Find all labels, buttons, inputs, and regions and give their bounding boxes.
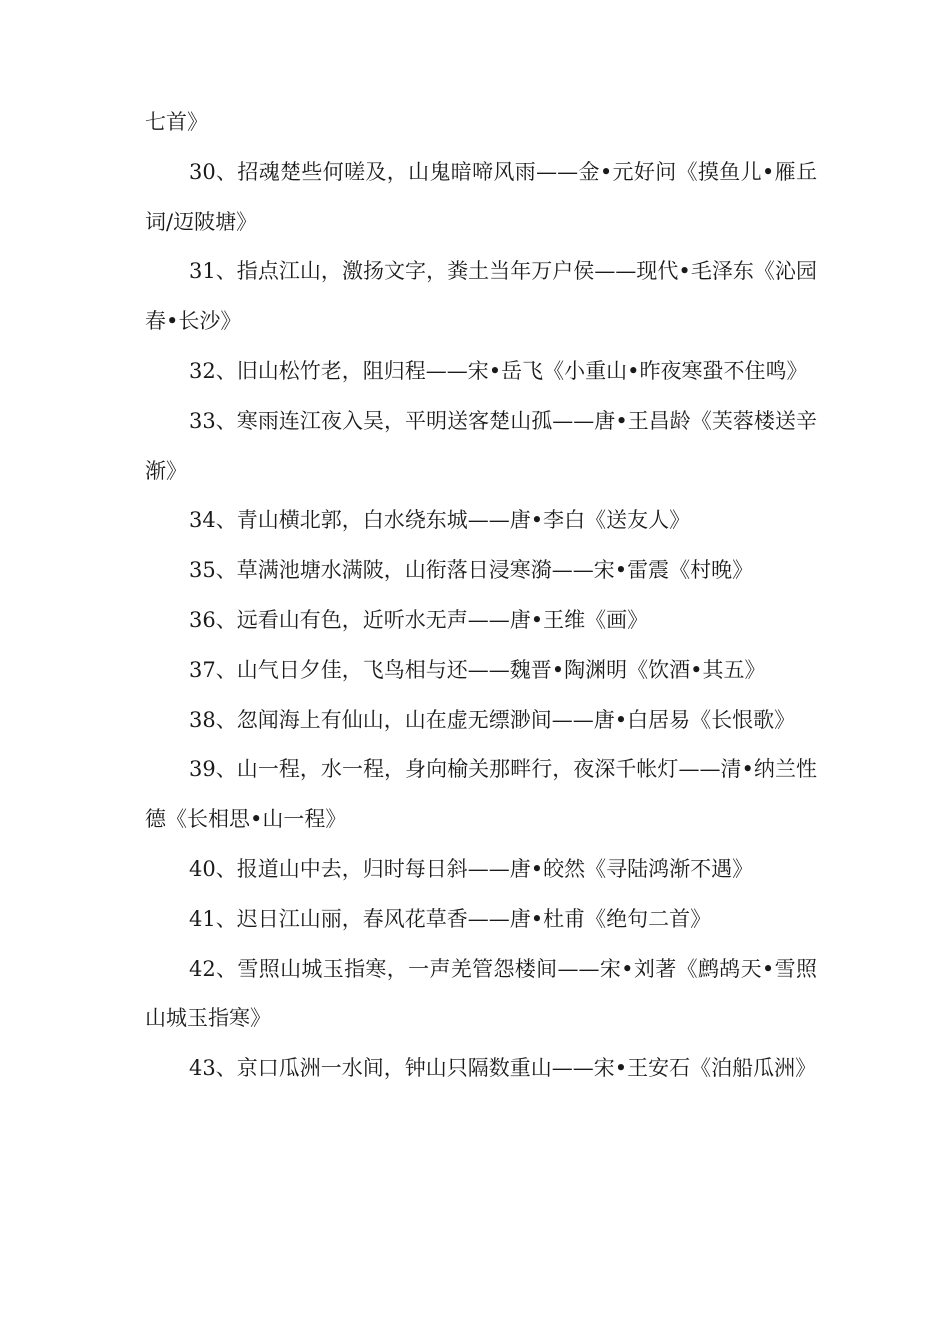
- paragraph-item-37: 37、山气日夕佳，飞鸟相与还——魏晋•陶渊明《饮酒•其五》: [189, 657, 766, 682]
- paragraph-item-33: 33、寒雨连江夜入吴，平明送客楚山孤——唐•王昌龄《芙蓉楼送辛渐》: [145, 408, 817, 483]
- paragraph-item-31: 31、指点江山，激扬文字，粪土当年万户侯——现代•毛泽东《沁园春•长沙》: [145, 259, 817, 334]
- paragraph-item-38: 38、忽闻海上有仙山，山在虚无缥渺间——唐•白居易《长恨歌》: [189, 707, 796, 732]
- paragraph-item-35: 35、草满池塘水满陂，山衔落日浸寒漪——宋•雷震《村晚》: [189, 558, 754, 583]
- paragraph-item-42: 42、雪照山城玉指寒，一声羌管怨楼间——宋•刘著《鹧鸪天•雪照山城玉指寒》: [145, 956, 817, 1031]
- paragraph-item-43: 43、京口瓜洲一水间，钟山只隔数重山——宋•王安石《泊船瓜洲》: [189, 1056, 817, 1081]
- document-body: [145, 98, 817, 1094]
- paragraph-item-36: 36、远看山有色，近听水无声——唐•王维《画》: [189, 607, 649, 632]
- paragraph-item-30: 30、招魂楚些何嗟及，山鬼暗啼风雨——金•元好问《摸鱼儿•雁丘词/迈陂塘》: [145, 159, 817, 234]
- paragraph-item-41: 41、迟日江山丽，春风花草香——唐•杜甫《绝句二首》: [189, 906, 712, 931]
- paragraph-item-40: 40、报道山中去，归时每日斜——唐•皎然《寻陆鸿渐不遇》: [189, 856, 754, 881]
- paragraph-continuation: 七首》: [145, 110, 208, 134]
- paragraph-item-32: 32、旧山松竹老，阻归程——宋•岳飞《小重山•昨夜寒蛩不住鸣》: [189, 358, 808, 383]
- paragraph-item-39: 39、山一程，水一程，身向榆关那畔行，夜深千帐灯——清•纳兰性德《长相思•山一程》: [145, 757, 817, 832]
- paragraph-item-34: 34、青山横北郭，白水绕东城——唐•李白《送友人》: [189, 508, 691, 533]
